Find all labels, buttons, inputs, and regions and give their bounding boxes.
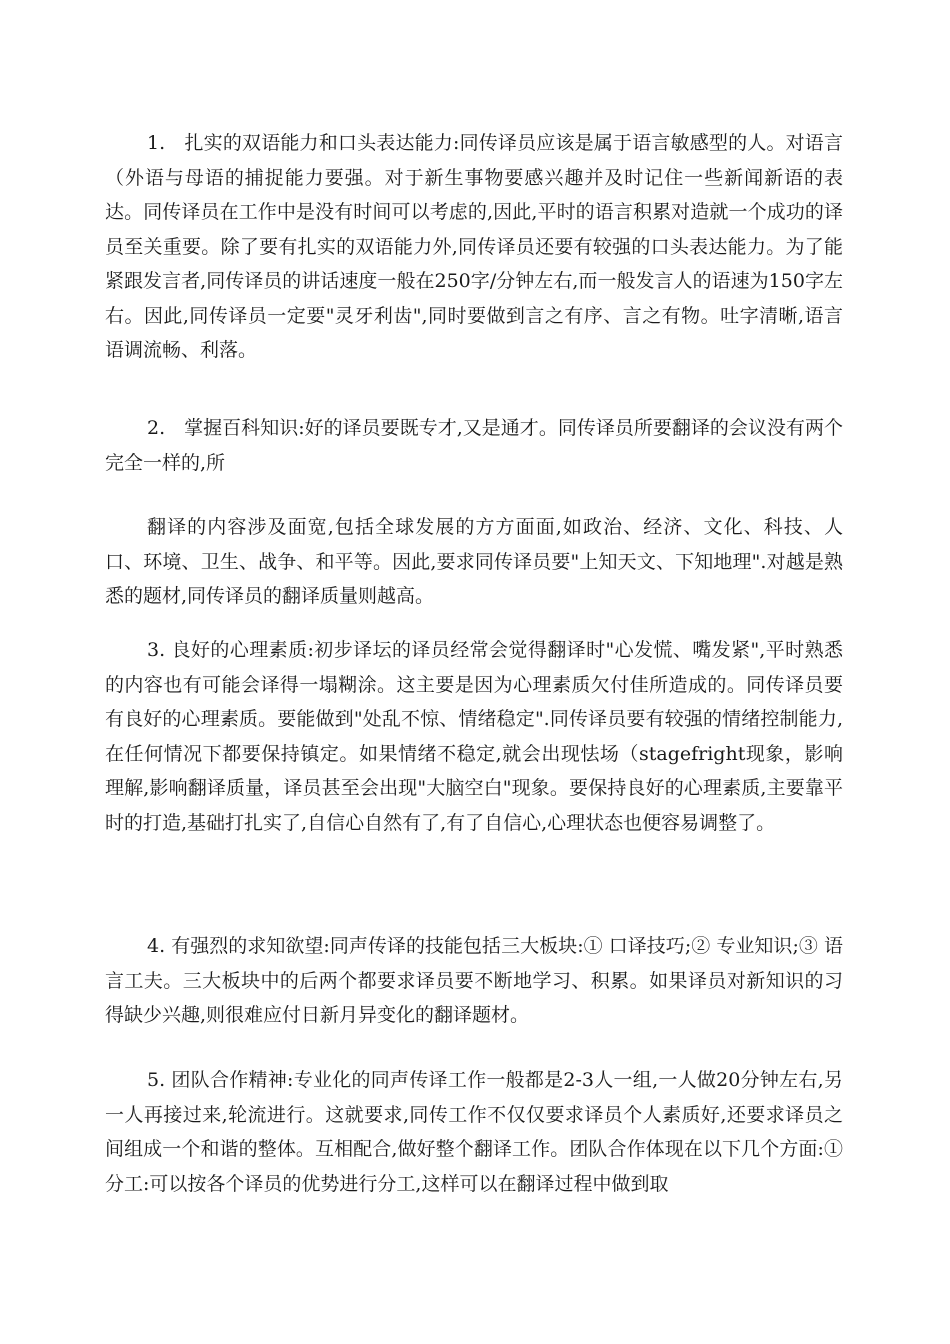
paragraph-thirst-for-knowledge: 4. 有强烈的求知欲望:同声传译的技能包括三大板块:① 口译技巧;② 专业知识;③ 语言工夫。三大板块中的后两个都要求译员要不断地学习、积累。如果译员对新知识的习得缺少兴趣,则很难应付日新月异变化的翻译题材。 bbox=[105, 935, 843, 1026]
paragraph-bilingual-ability: 1. 扎实的双语能力和口头表达能力:同传译员应该是属于语言敏感型的人。对语言（外语与母语的捕捉能力要强。对于新生事物要感兴趣并及时记住一些新闻新语的表达。同传译员在工作中是没有时间可以考虑的,因此,平时的语言积累对造就一个成功的译员至关重要。除了要有扎实的双语能力外,同传译员还要有较强的口头表达能力。为了能紧跟发言者,同传译员的讲话速度一般在250字/分钟左右,而一般发言人的语速为150字左右。因此,同传译员一定要"灵牙利齿",同时要做到言之有序、言之有物。吐字清晰,语言语调流畅、利落。 bbox=[105, 132, 843, 361]
paragraph-encyclopedic-knowledge: 2. 掌握百科知识:好的译员要既专才,又是通才。同传译员所要翻译的会议没有两个完全一样的,所 bbox=[105, 417, 843, 474]
paragraph-teamwork: 5. 团队合作精神:专业化的同声传译工作一般都是2-3人一组,一人做20分钟左右,另一人再接过来,轮流进行。这就要求,同传工作不仅仅要求译员个人素质好,还要求译员之间组成一个和谐的整体。互相配合,做好整个翻译工作。团队合作体现在以下几个方面:① 分工:可以按各个译员的优势进行分工,这样可以在翻译过程中做到取 bbox=[105, 1069, 843, 1195]
paragraph-translation-scope: 翻译的内容涉及面宽,包括全球发展的方方面面,如政治、经济、文化、科技、人口、环境、卫生、战争、和平等。因此,要求同传译员要"上知天文、下知地理".对越是熟悉的题材,同传译员的翻译质量则越高。 bbox=[105, 516, 843, 607]
paragraph-psychological-quality: 3. 良好的心理素质:初步译坛的译员经常会觉得翻译时"心发慌、嘴发紧",平时熟悉的内容也有可能会译得一塌糊涂。这主要是因为心理素质欠付佳所造成的。同传译员要有良好的心理素质。要能做到"处乱不惊、情绪稳定".同传译员要有较强的情绪控制能力,在任何情况下都要保持镇定。如果情绪不稳定,就会出现怯场（stagefright现象，影响理解,影响翻译质量，译员甚至会出现"大脑空白"现象。要保持良好的心理素质,主要靠平时的打造,基础打扎实了,自信心自然有了,有了自信心,心理状态也便容易调整了。 bbox=[105, 639, 843, 834]
